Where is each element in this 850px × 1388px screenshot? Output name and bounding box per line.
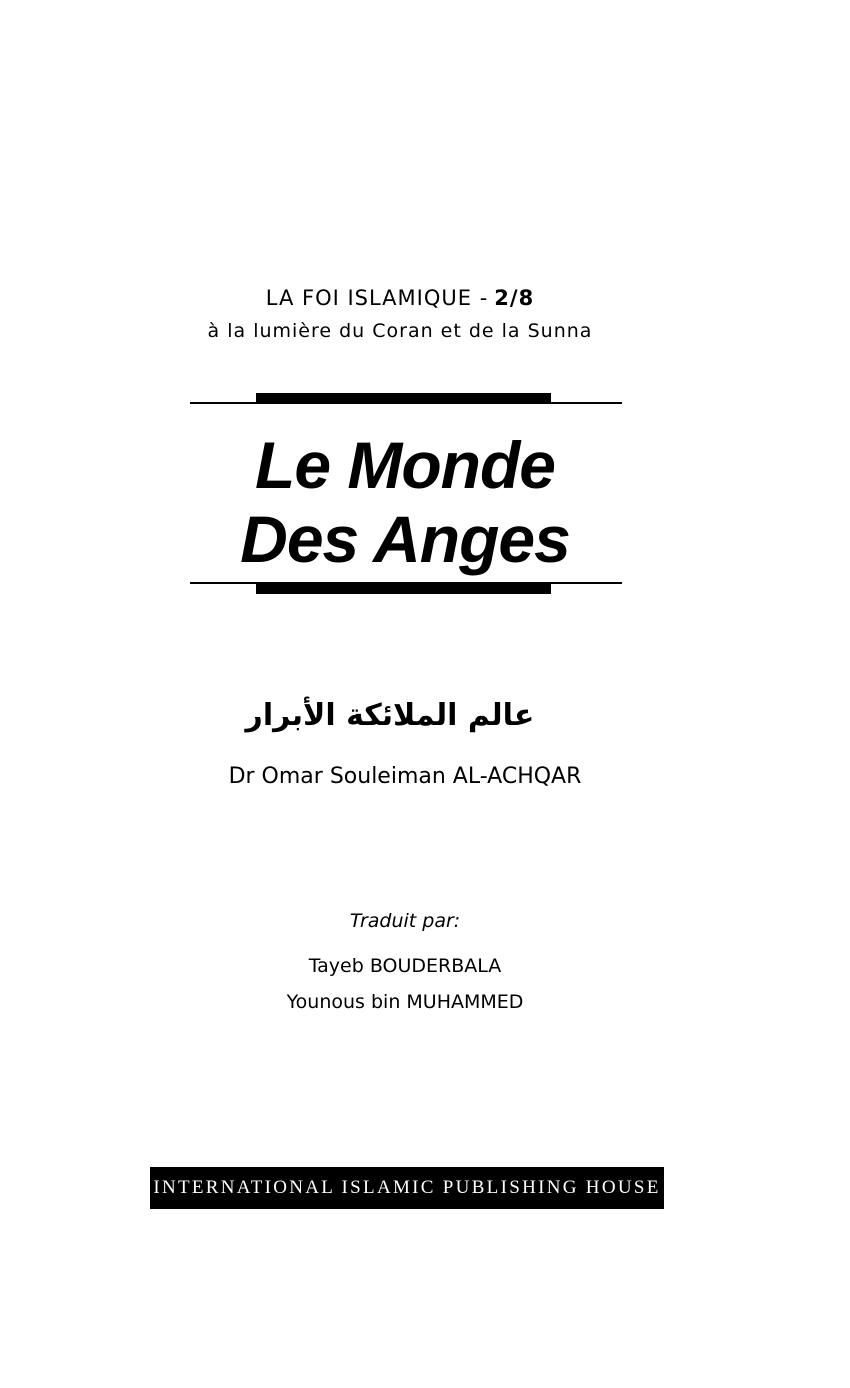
author-name: Dr Omar Souleiman AL-ACHQAR <box>228 764 582 789</box>
top-bar <box>256 393 551 403</box>
publisher-name: INTERNATIONAL ISLAMIC PUBLISHING HOUSE <box>153 1177 661 1198</box>
series-number: 2/8 <box>494 286 535 310</box>
publisher-banner <box>150 1167 664 1209</box>
translator-1: Tayeb BOUDERBALA <box>308 955 502 977</box>
series-line <box>0 286 800 310</box>
title-line-1: Le Monde <box>255 428 555 502</box>
bottom-bar <box>256 584 551 594</box>
translated-by-label: Traduit par: <box>349 910 461 932</box>
translator-2: Younous bin MUHAMMED <box>286 991 524 1013</box>
arabic-title: عالم الملائكة الأبرار <box>245 698 535 733</box>
series-name: LA FOI ISLAMIQUE - <box>265 286 489 310</box>
title-line-2: Des Anges <box>240 502 570 576</box>
series-subtitle: à la lumière du Coran et de la Sunna <box>207 320 593 342</box>
